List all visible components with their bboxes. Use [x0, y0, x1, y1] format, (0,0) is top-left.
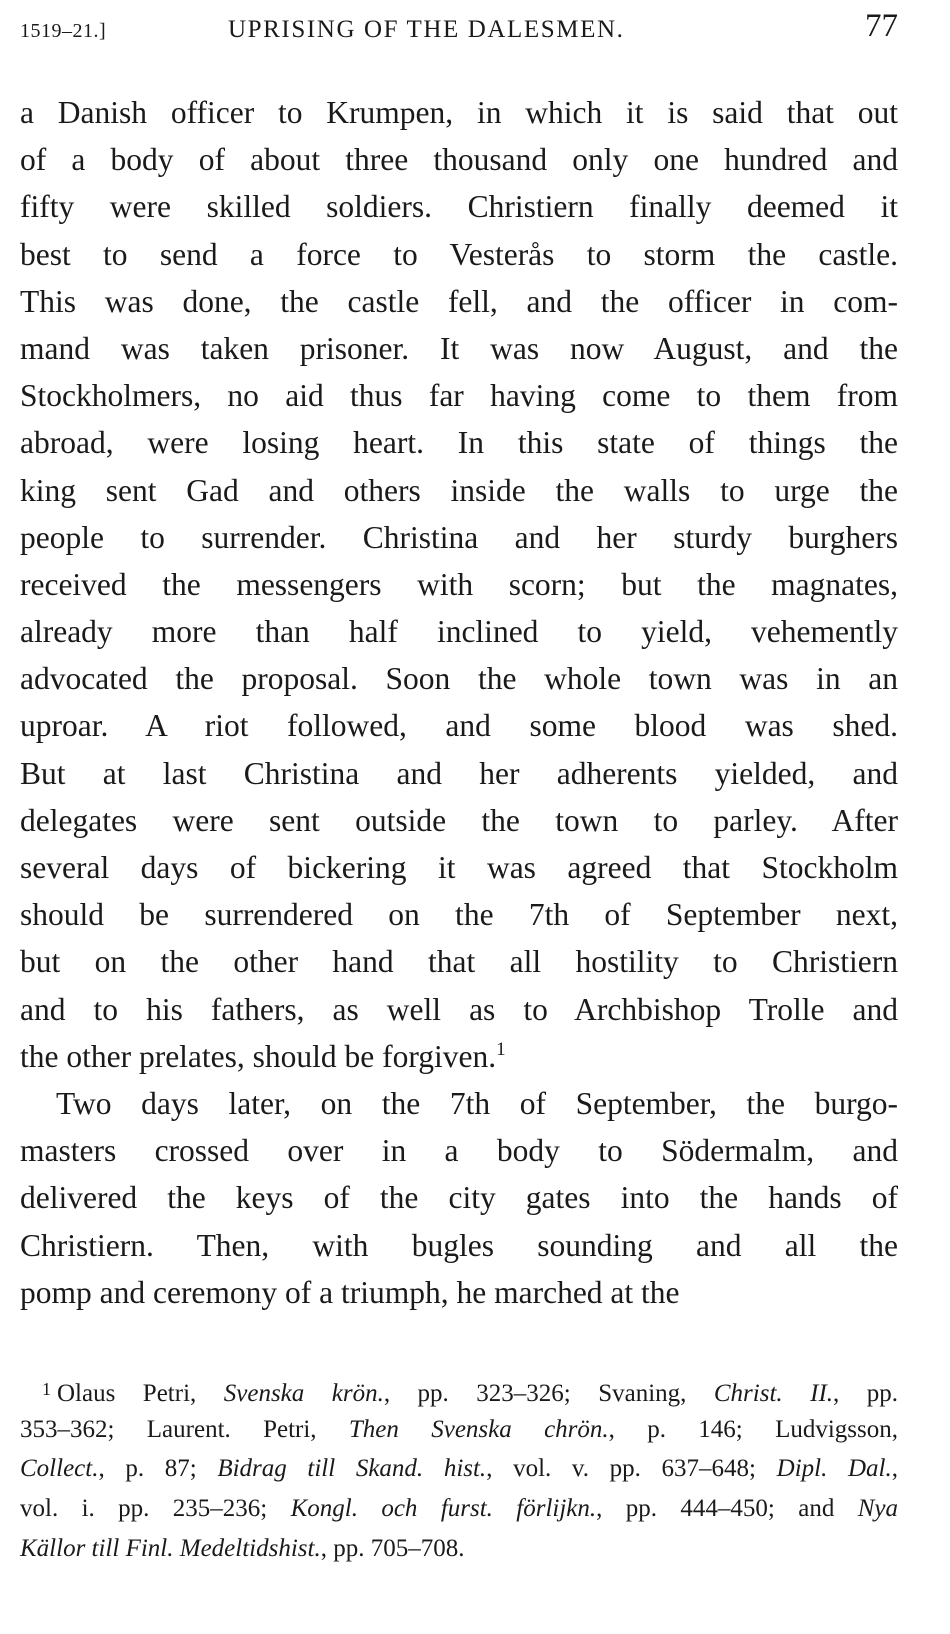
citation-text: , pp. 705–708.	[320, 1534, 465, 1562]
page-number: 77	[865, 8, 898, 44]
text-line: and to his fathers, as well as to Archbishop Trolle and	[20, 991, 898, 1027]
text-line: should be surrendered on the 7th of September next,	[20, 897, 898, 933]
text-line: This was done, the castle fell, and the officer in com-	[20, 283, 898, 319]
text-line: king sent Gad and others inside the walls to urge the	[20, 472, 898, 508]
text-line: uproar. A riot followed, and some blood was shed.	[20, 708, 898, 744]
citation-text: , p. 87;	[98, 1455, 218, 1483]
footnote-line	[20, 1489, 898, 1529]
footnote-line	[20, 1410, 898, 1450]
citation-title: Svenska krön.	[223, 1380, 384, 1407]
citation-text: , pp. 444–450; and	[596, 1495, 858, 1523]
citation-title: Kongl. och furst. förlijkn.	[290, 1495, 597, 1523]
citation-text: , pp. 323–326; Svaning,	[383, 1380, 714, 1407]
text-line: pomp and ceremony of a triumph, he marched at the	[20, 1274, 680, 1310]
footnote-line	[20, 1449, 898, 1489]
text-line: people to surrender. Christina and her sturdy burghers	[20, 519, 898, 555]
text-line: delegates were sent outside the town to parley. After	[20, 802, 898, 838]
footnote-section	[20, 1370, 898, 1568]
footnote-mark: 1	[42, 1379, 51, 1399]
text-line: best to send a force to Vesterås to storm the castle.	[20, 236, 898, 272]
citation-text: ,	[891, 1455, 898, 1483]
text-line: Two days later, on the 7th of September, the burgo-	[56, 1085, 898, 1121]
text-line: received the messengers with scorn; but the magnates,	[20, 566, 898, 602]
text-line: of a body of about three thousand only one hundred and	[20, 142, 898, 178]
paragraph-2	[20, 1080, 898, 1316]
footnote-line	[20, 1529, 898, 1569]
citation-text: 353–362; Laurent. Petri,	[20, 1415, 349, 1443]
text-line: fifty were skilled soldiers. Christiern finally deemed it	[20, 189, 898, 225]
citation-text: , p. 146; Ludvigsson,	[608, 1415, 898, 1443]
citation-title: Källor till Finl. Medeltidshist.	[20, 1534, 321, 1562]
text-line: already more than half inclined to yield, vehemently	[20, 614, 898, 650]
text-line: delivered the keys of the city gates into the hands of	[20, 1180, 898, 1216]
body-text	[20, 89, 898, 1316]
citation-title: Collect.	[20, 1455, 99, 1483]
text-line: advocated the proposal. Soon the whole town was in an	[20, 661, 898, 697]
footnote-reference[interactable]: 1	[496, 1038, 506, 1060]
text-line: the other prelates, should be forgiven.$^1$	[20, 1038, 506, 1074]
text-line: Stockholmers, no aid thus far having come to them from	[20, 378, 898, 414]
citation-text: Olaus Petri,	[57, 1380, 224, 1407]
text-line: mand was taken prisoner. It was now August, and the	[20, 330, 898, 366]
running-head	[20, 0, 898, 66]
footnote-line	[20, 1370, 898, 1410]
text-line: abroad, were losing heart. In this state of things the	[20, 425, 898, 461]
text-line: Christiern. Then, with bugles sounding and all the	[20, 1227, 898, 1263]
paragraph-1	[20, 89, 898, 1080]
citation-text: vol. i. pp. 235–236;	[20, 1495, 291, 1523]
citation-title: Then Svenska chrön.	[348, 1415, 609, 1443]
text-line: several days of bickering it was agreed that Stockholm	[20, 850, 898, 885]
citation-title: Bidrag till Skand. hist.	[217, 1455, 487, 1483]
citation-text: , vol. v. pp. 637–648;	[486, 1455, 777, 1483]
citation-text: , pp.	[833, 1380, 899, 1407]
text-line: But at last Christina and her adherents yielded, and	[20, 755, 898, 791]
text-line: masters crossed over in a body to Södermalm, and	[20, 1133, 898, 1169]
book-page	[20, 0, 899, 1562]
text-line: a Danish officer to Krumpen, in which it is said that out	[20, 95, 898, 130]
citation-title: Dipl. Dal.	[776, 1455, 892, 1483]
text-line: but on the other hand that all hostility to Christiern	[20, 944, 898, 980]
citation-title: Christ. II.	[713, 1380, 834, 1407]
running-head-date-range: 1519–21.]	[20, 20, 107, 42]
citation-title: Nya	[857, 1495, 898, 1523]
running-head-title: UPRISING OF THE DALESMEN.	[228, 16, 625, 43]
